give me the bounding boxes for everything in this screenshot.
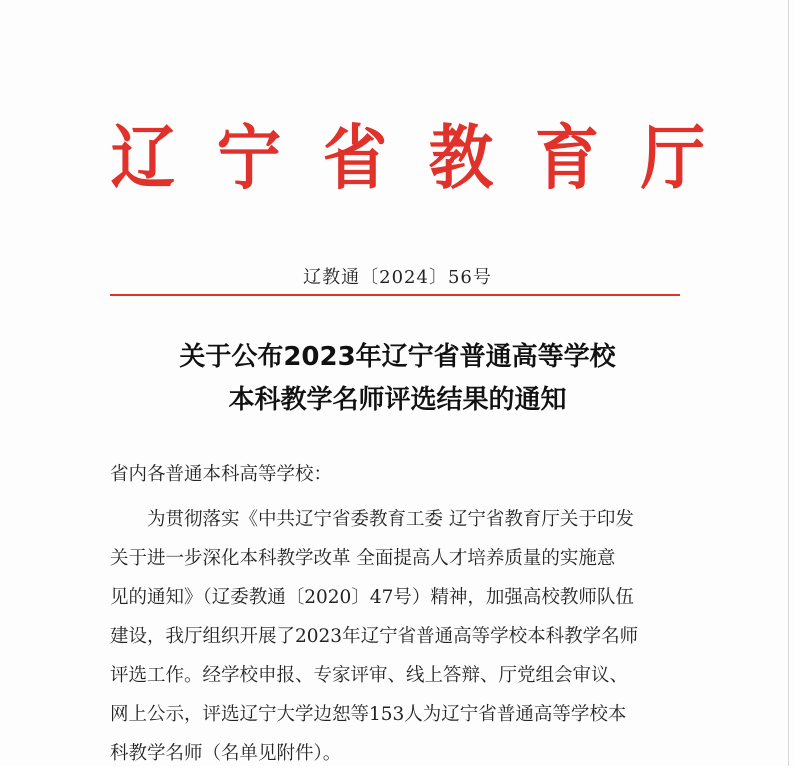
body-line: 关于进一步深化本科教学改革 全面提高人才培养质量的实施意	[110, 548, 616, 569]
body-line: 评选工作。经学校申报、专家评审、线上答辩、厅党组会审议、	[110, 665, 629, 686]
body-line: 为贯彻落实《中共辽宁省委教育工委 辽宁省教育厅关于印发	[147, 509, 634, 530]
document-title-line-2: 本科教学名师评选结果的通知	[228, 385, 567, 415]
issuer-masthead	[108, 118, 708, 198]
body-line: 科教学名师（名单见附件）。	[110, 743, 342, 764]
masthead-char: 宁	[216, 117, 282, 199]
masthead-char: 育	[534, 117, 600, 199]
masthead-char: 省	[322, 117, 388, 199]
document-number: 辽教通〔2024〕56号	[303, 267, 492, 288]
masthead-char: 辽	[110, 117, 176, 199]
document-title-line-1: 关于公布2023年辽宁省普通高等学校	[179, 342, 616, 372]
salutation: 省内各普通本科高等学校：	[110, 464, 333, 485]
masthead-char: 教	[428, 117, 494, 199]
masthead-char: 厅	[640, 117, 706, 199]
body-line: 网上公示，评选辽宁大学边恕等153人为辽宁省普通高等学校本	[110, 704, 627, 725]
body-line: 见的通知》（辽委教通〔2020〕47号）精神，加强高校教师队伍	[110, 587, 634, 608]
body-line: 建设，我厅组织开展了2023年辽宁省普通高等学校本科教学名师	[110, 626, 639, 647]
body-paragraph	[110, 500, 710, 773]
red-separator-line	[110, 294, 680, 296]
